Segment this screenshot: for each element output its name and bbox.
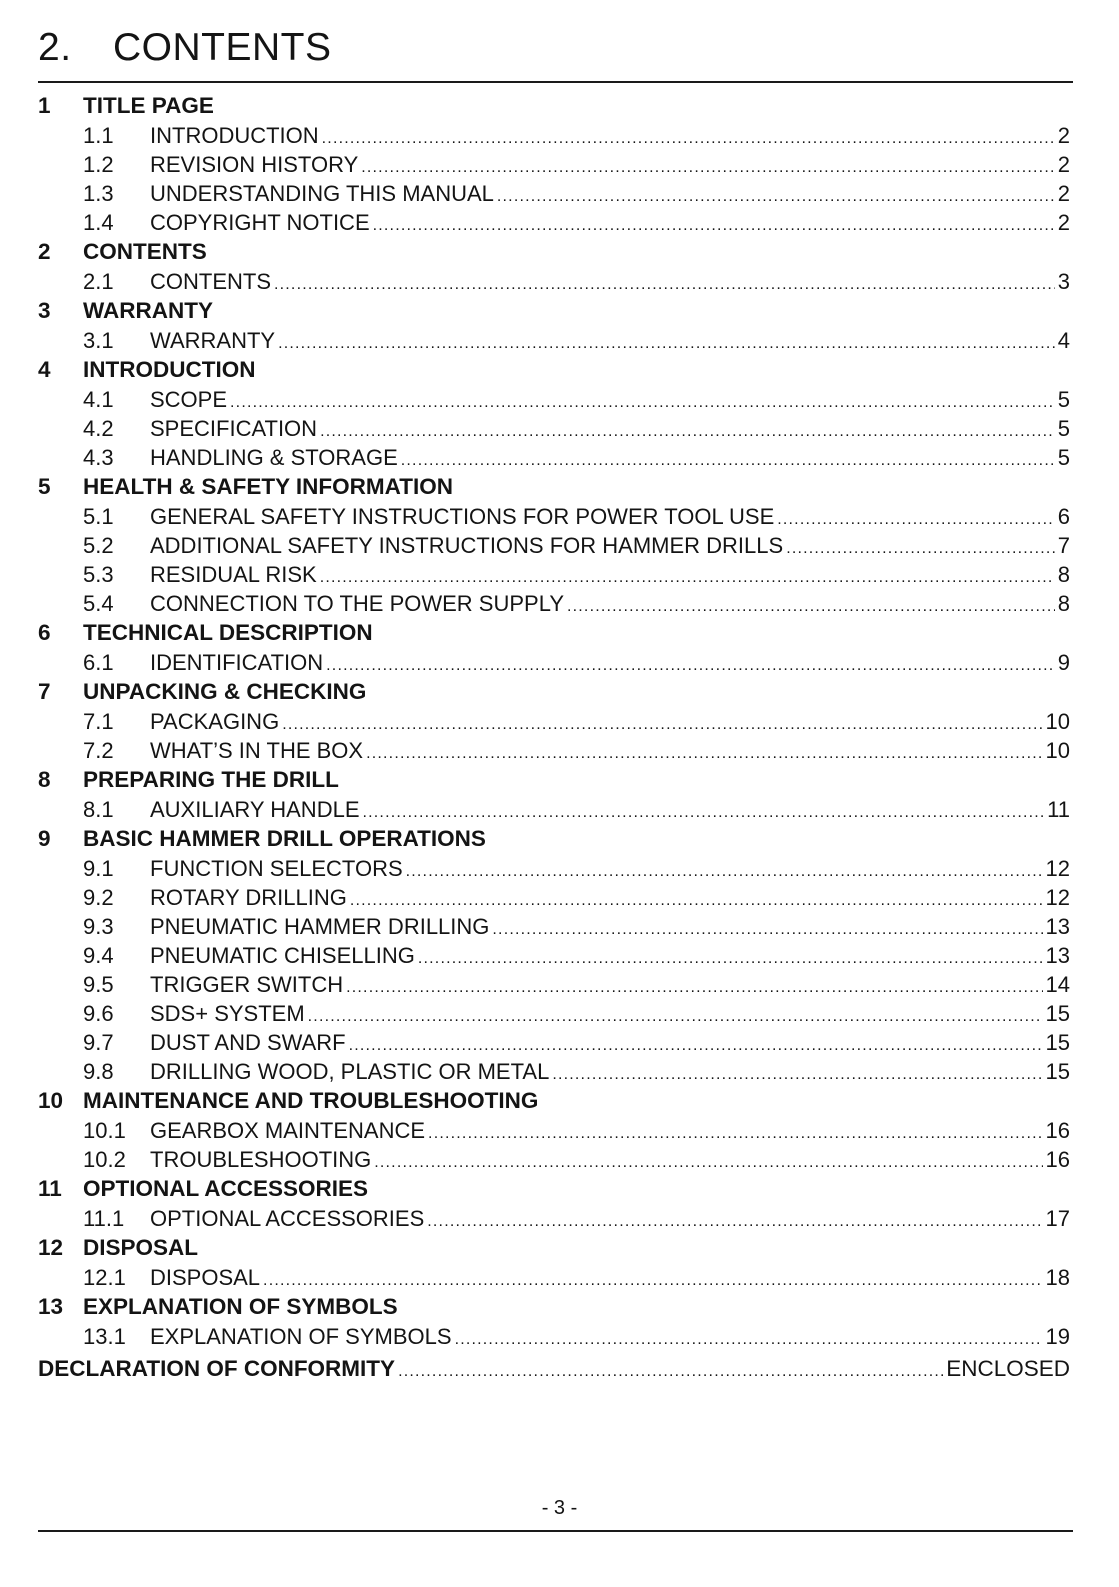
toc-entry[interactable] xyxy=(38,502,1070,531)
entry-number: 6.1 xyxy=(83,650,114,675)
entry-number: 10.1 xyxy=(83,1118,126,1143)
entry-number: 13.1 xyxy=(83,1324,126,1349)
entry-page-number: 2 xyxy=(1057,181,1070,206)
toc-entry[interactable] xyxy=(38,883,1070,912)
dot-leader xyxy=(349,1031,1043,1060)
toc-entry[interactable] xyxy=(38,999,1070,1028)
section-title: TITLE PAGE xyxy=(83,93,214,118)
entry-title: ADDITIONAL SAFETY INSTRUCTIONS FOR HAMMER DRILLS xyxy=(150,533,784,558)
entry-page-number: 17 xyxy=(1045,1206,1070,1231)
toc-section-heading[interactable] xyxy=(38,1174,1070,1204)
entry-number: 9.5 xyxy=(83,972,114,997)
section-number: 2 xyxy=(38,239,51,264)
entry-number: 9.1 xyxy=(83,856,114,881)
dot-leader xyxy=(777,505,1055,534)
entry-title: WARRANTY xyxy=(150,328,276,353)
toc-section-heading[interactable] xyxy=(38,355,1070,385)
toc-section-heading[interactable] xyxy=(38,91,1070,121)
toc-entry[interactable] xyxy=(38,736,1070,765)
entry-page-number: 5 xyxy=(1057,387,1070,412)
entry-title: CONTENTS xyxy=(150,269,271,294)
entry-page-number: 12 xyxy=(1045,885,1070,910)
entry-title: UNDERSTANDING THIS MANUAL xyxy=(150,181,494,206)
entry-number: 4.3 xyxy=(83,445,114,470)
toc-entry[interactable] xyxy=(38,208,1070,237)
page-title-text: CONTENTS xyxy=(113,26,332,69)
entry-title: IDENTIFICATION xyxy=(150,650,324,675)
toc-entry[interactable] xyxy=(38,443,1070,472)
page-number-footer: - 3 - xyxy=(541,1497,578,1519)
section-title: CONTENTS xyxy=(83,239,207,264)
dot-leader xyxy=(322,124,1055,153)
entry-number: 8.1 xyxy=(83,797,114,822)
dot-leader xyxy=(552,1060,1042,1089)
entry-title: PNEUMATIC CHISELLING xyxy=(150,943,415,968)
dot-leader xyxy=(374,1148,1042,1177)
entry-page-number: 18 xyxy=(1045,1265,1070,1290)
section-title: DISPOSAL xyxy=(83,1235,199,1260)
entry-title: ROTARY DRILLING xyxy=(150,885,347,910)
toc-section-heading[interactable] xyxy=(38,824,1070,854)
entry-title: SCOPE xyxy=(150,387,228,412)
entry-title: DRILLING WOOD, PLASTIC OR METAL xyxy=(150,1059,550,1084)
declaration-page: ENCLOSED xyxy=(946,1356,1070,1381)
entry-title: GEARBOX MAINTENANCE xyxy=(150,1118,426,1143)
entry-title: WHAT’S IN THE BOX xyxy=(150,738,364,763)
entry-title: DUST AND SWARF xyxy=(150,1030,346,1055)
dot-leader xyxy=(320,417,1055,446)
entry-number: 2.1 xyxy=(83,269,114,294)
entry-title: PNEUMATIC HAMMER DRILLING xyxy=(150,914,490,939)
dot-leader xyxy=(308,1002,1043,1031)
entry-page-number: 11 xyxy=(1047,797,1070,822)
entry-title: OPTIONAL ACCESSORIES xyxy=(150,1206,425,1231)
entry-title: COPYRIGHT NOTICE xyxy=(150,210,370,235)
toc-entry[interactable] xyxy=(38,941,1070,970)
entry-number: 4.1 xyxy=(83,387,114,412)
entry-title: TROUBLESHOOTING xyxy=(150,1147,372,1172)
entry-page-number: 5 xyxy=(1057,416,1070,441)
declaration-title: DECLARATION OF CONFORMITY xyxy=(38,1356,396,1381)
section-title: UNPACKING & CHECKING xyxy=(83,679,367,704)
section-number: 4 xyxy=(38,357,51,382)
dot-leader xyxy=(350,886,1043,915)
toc-entry[interactable] xyxy=(38,121,1070,150)
section-number: 13 xyxy=(38,1294,64,1319)
toc-entry[interactable] xyxy=(38,1263,1070,1292)
entry-page-number: 16 xyxy=(1045,1147,1070,1172)
toc-entry[interactable] xyxy=(38,970,1070,999)
dot-leader xyxy=(786,534,1055,563)
section-number: 3 xyxy=(38,298,51,323)
entry-number: 7.1 xyxy=(83,709,114,734)
dot-leader xyxy=(366,739,1042,768)
dot-leader xyxy=(418,944,1043,973)
dot-leader xyxy=(428,1119,1042,1148)
entry-number: 5.3 xyxy=(83,562,114,587)
entry-title: GENERAL SAFETY INSTRUCTIONS FOR POWER TOOL USE xyxy=(150,504,775,529)
entry-page-number: 19 xyxy=(1045,1324,1070,1349)
entry-page-number: 9 xyxy=(1057,650,1070,675)
entry-number: 9.8 xyxy=(83,1059,114,1084)
entry-page-number: 7 xyxy=(1057,533,1070,558)
entry-number: 1.2 xyxy=(83,152,114,177)
entry-page-number: 2 xyxy=(1057,210,1070,235)
entry-number: 11.1 xyxy=(83,1206,125,1231)
entry-page-number: 13 xyxy=(1045,943,1070,968)
dot-leader xyxy=(567,592,1055,621)
toc-entry[interactable] xyxy=(38,560,1070,589)
entry-title: SPECIFICATION xyxy=(150,416,318,441)
entry-number: 12.1 xyxy=(83,1265,126,1290)
toc-section-heading[interactable] xyxy=(38,1233,1070,1263)
entry-title: EXPLANATION OF SYMBOLS xyxy=(150,1324,452,1349)
toc-entry[interactable] xyxy=(38,179,1070,208)
entry-page-number: 6 xyxy=(1057,504,1070,529)
section-title: WARRANTY xyxy=(83,298,213,323)
toc-entry[interactable] xyxy=(38,150,1070,179)
toc-entry[interactable] xyxy=(38,1204,1070,1233)
entry-number: 1.3 xyxy=(83,181,114,206)
section-number: 9 xyxy=(38,826,51,851)
dot-leader xyxy=(406,857,1043,886)
toc-entry[interactable] xyxy=(38,912,1070,941)
dot-leader xyxy=(455,1325,1043,1354)
dot-leader xyxy=(346,973,1042,1002)
dot-leader xyxy=(492,915,1042,944)
toc-entry[interactable] xyxy=(38,1057,1070,1086)
toc-entry[interactable] xyxy=(38,1028,1070,1057)
toc-entry[interactable] xyxy=(38,414,1070,443)
toc-section-heading[interactable] xyxy=(38,1292,1070,1322)
entry-page-number: 10 xyxy=(1045,709,1070,734)
entry-title: RESIDUAL RISK xyxy=(150,562,317,587)
toc-entry[interactable] xyxy=(38,326,1070,355)
dot-leader xyxy=(320,563,1055,592)
entry-page-number: 3 xyxy=(1057,269,1070,294)
toc-entry[interactable] xyxy=(38,854,1070,883)
toc-entry[interactable] xyxy=(38,385,1070,414)
toc-entry[interactable] xyxy=(38,1116,1070,1145)
dot-leader xyxy=(363,798,1045,827)
dot-leader xyxy=(401,446,1055,475)
dot-leader xyxy=(263,1266,1042,1295)
section-title: BASIC HAMMER DRILL OPERATIONS xyxy=(83,826,486,851)
section-number: 1 xyxy=(38,93,51,118)
entry-page-number: 14 xyxy=(1045,972,1070,997)
toc-entry[interactable] xyxy=(38,531,1070,560)
dot-leader xyxy=(326,651,1055,680)
dot-leader xyxy=(274,270,1055,299)
section-number: 10 xyxy=(38,1088,64,1113)
section-title: MAINTENANCE AND TROUBLESHOOTING xyxy=(83,1088,539,1113)
entry-page-number: 8 xyxy=(1057,562,1070,587)
dot-leader xyxy=(398,1357,943,1387)
dot-leader xyxy=(497,182,1055,211)
entry-title: FUNCTION SELECTORS xyxy=(150,856,403,881)
entry-number: 10.2 xyxy=(83,1147,126,1172)
section-number: 11 xyxy=(38,1176,62,1201)
entry-number: 9.2 xyxy=(83,885,114,910)
entry-page-number: 10 xyxy=(1045,738,1070,763)
entry-title: PACKAGING xyxy=(150,709,280,734)
toc-entry[interactable] xyxy=(38,1145,1070,1174)
entry-title: SDS+ SYSTEM xyxy=(150,1001,305,1026)
toc-section-heading[interactable] xyxy=(38,677,1070,707)
section-number: 6 xyxy=(38,620,51,645)
entry-title: INTRODUCTION xyxy=(150,123,319,148)
section-number: 5 xyxy=(38,474,51,499)
toc-entry[interactable] xyxy=(38,707,1070,736)
entry-number: 3.1 xyxy=(83,328,114,353)
section-number: 8 xyxy=(38,767,51,792)
entry-number: 5.2 xyxy=(83,533,114,558)
entry-number: 9.7 xyxy=(83,1030,114,1055)
entry-number: 9.6 xyxy=(83,1001,114,1026)
entry-page-number: 15 xyxy=(1045,1059,1070,1084)
entry-title: TRIGGER SWITCH xyxy=(150,972,344,997)
section-title: EXPLANATION OF SYMBOLS xyxy=(83,1294,398,1319)
entry-number: 5.1 xyxy=(83,504,114,529)
toc-entry[interactable] xyxy=(38,795,1070,824)
bottom-rule xyxy=(38,1530,1073,1532)
toc-entry[interactable] xyxy=(38,589,1070,618)
entry-title: AUXILIARY HANDLE xyxy=(150,797,360,822)
entry-number: 1.4 xyxy=(83,210,114,235)
toc-section-heading[interactable] xyxy=(38,237,1070,267)
toc-entry[interactable] xyxy=(38,267,1070,296)
section-title: OPTIONAL ACCESSORIES xyxy=(83,1176,369,1201)
section-title: PREPARING THE DRILL xyxy=(83,767,339,792)
entry-page-number: 2 xyxy=(1057,152,1070,177)
toc-section-heading[interactable] xyxy=(38,296,1070,326)
dot-leader xyxy=(361,153,1055,182)
toc-entry[interactable] xyxy=(38,1322,1070,1351)
toc-section-heading[interactable] xyxy=(38,765,1070,795)
toc-section-heading[interactable] xyxy=(38,1086,1070,1116)
entry-page-number: 2 xyxy=(1057,123,1070,148)
entry-page-number: 16 xyxy=(1045,1118,1070,1143)
page-title-number: 2. xyxy=(38,26,72,69)
section-number: 12 xyxy=(38,1235,64,1260)
top-rule xyxy=(38,81,1073,83)
entry-number: 9.4 xyxy=(83,943,114,968)
entry-title: HANDLING & STORAGE xyxy=(150,445,398,470)
dot-leader xyxy=(230,388,1055,417)
entry-title: DISPOSAL xyxy=(150,1265,261,1290)
entry-page-number: 4 xyxy=(1057,328,1070,353)
dot-leader xyxy=(282,710,1042,739)
section-title: TECHNICAL DESCRIPTION xyxy=(83,620,373,645)
toc-section-heading[interactable] xyxy=(38,472,1070,502)
page-title xyxy=(38,26,332,70)
entry-title: CONNECTION TO THE POWER SUPPLY xyxy=(150,591,564,616)
entry-page-number: 8 xyxy=(1057,591,1070,616)
section-number: 7 xyxy=(38,679,51,704)
table-of-contents xyxy=(38,91,1070,1384)
entry-number: 1.1 xyxy=(83,123,114,148)
entry-number: 5.4 xyxy=(83,591,114,616)
entry-page-number: 13 xyxy=(1045,914,1070,939)
entry-number: 7.2 xyxy=(83,738,114,763)
dot-leader xyxy=(427,1207,1042,1236)
section-title: HEALTH & SAFETY INFORMATION xyxy=(83,474,453,499)
entry-page-number: 5 xyxy=(1057,445,1070,470)
entry-page-number: 15 xyxy=(1045,1030,1070,1055)
entry-number: 9.3 xyxy=(83,914,114,939)
toc-entry[interactable] xyxy=(38,648,1070,677)
dot-leader xyxy=(278,329,1055,358)
section-title: INTRODUCTION xyxy=(83,357,256,382)
entry-page-number: 15 xyxy=(1045,1001,1070,1026)
toc-section-heading[interactable] xyxy=(38,618,1070,648)
entry-number: 4.2 xyxy=(83,416,114,441)
entry-title: REVISION HISTORY xyxy=(150,152,359,177)
entry-page-number: 12 xyxy=(1045,856,1070,881)
toc-declaration[interactable] xyxy=(38,1354,1070,1384)
dot-leader xyxy=(373,211,1055,240)
